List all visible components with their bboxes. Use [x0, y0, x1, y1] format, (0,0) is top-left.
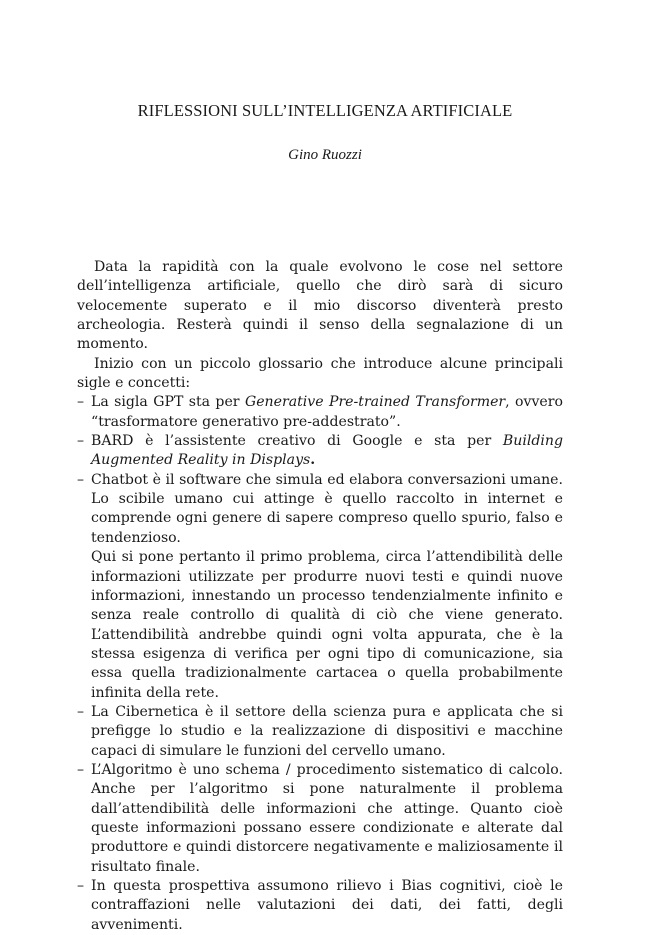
glossary-item-bard: [77, 432, 563, 471]
cibernetica-definition: La Cibernetica è il settore della scienza pura e applicata che si prefigge lo studio e la realizzazione di dispositivi e macchine capaci di simulare le funzioni del cervello umano.: [91, 703, 563, 759]
dash-bullet: –: [77, 394, 85, 411]
gpt-text-post: , ovvero “trasformatore generativo pre-addestrato”.: [91, 394, 563, 430]
dash-bullet: –: [77, 703, 85, 720]
article-author: Gino Ruozzi: [288, 147, 362, 163]
dash-bullet: –: [77, 878, 85, 894]
gpt-text-pre: La sigla GPT sta per: [91, 394, 245, 411]
bard-text-post: .: [310, 452, 316, 469]
glossary-item-chatbot: [77, 471, 563, 703]
glossary-item-cibernetica: [77, 703, 563, 761]
article-title: RIFLESSIONI SULL’INTELLIGENZA ARTIFICIALE: [137, 101, 513, 120]
algoritmo-definition: L’Algoritmo è uno schema / procedimento sistematico di calcolo. Anche per l’algoritmo si pone naturalmente il problema dall’attendibilità delle informazioni che attinge. Quanto cioè queste informazioni possano essere condizionate e alterate dal produttore e quindi distorcere negativamente e maliziosamente il risultato finale.: [91, 761, 563, 875]
glossary-item-algoritmo: [77, 761, 563, 877]
glossary-item-bias: [77, 877, 563, 935]
article-body: [77, 258, 563, 935]
gpt-term: Generative Pre-trained Transformer: [244, 394, 506, 411]
dash-bullet: –: [77, 761, 85, 778]
glossary-list: [77, 393, 563, 935]
chatbot-continuation: Qui si pone pertanto il primo problema, circa l’attendibilità delle informazioni utilizzate per produrre nuovi testi e quindi nuove informazioni, innestando un processo tendenzialmente infinito e senza reale controllo di qualità di ciò che viene generato. L’attendibilità andrebbe quindi ogni volta appurata, che è la stessa esigenza di verifica per ogni tipo di comunicazione, sia essa quella tradizionalmente cartacea o quella probabilmente infinita della rete.: [91, 549, 563, 701]
dash-bullet: –: [77, 471, 85, 488]
intro-paragraph-1: Data la rapidità con la quale evolvono le cose nel settore dell’intelligenza artificiale, quello che dirò sarà di sicuro velocemente superato e il mio discorso diventerà presto archeologia. Resterà quindi il senso della segnalazione di un momento.: [77, 259, 563, 353]
intro-paragraph-2: Inizio con un piccolo glossario che introduce alcune principali sigle e concetti:: [77, 355, 563, 392]
bias-definition: In questa prospettiva assumono rilievo i Bias cognitivi, cioè le contraffazioni nelle valutazioni dei dati, dei fatti, degli avvenimenti.: [91, 878, 563, 933]
glossary-item-gpt: [77, 393, 563, 432]
bard-text-pre: BARD è l’assistente creativo di Google e sta per: [91, 433, 503, 450]
chatbot-definition: Chatbot è il software che simula ed elabora conversazioni umane. Lo scibile umano cui attinge è quello raccolto in internet e comprende ogni genere di sapere compreso quello spurio, falso e tendenzioso.: [91, 471, 563, 546]
dash-bullet: –: [77, 433, 85, 450]
bard-term: Building Augmented Reality in Displays: [91, 433, 563, 469]
